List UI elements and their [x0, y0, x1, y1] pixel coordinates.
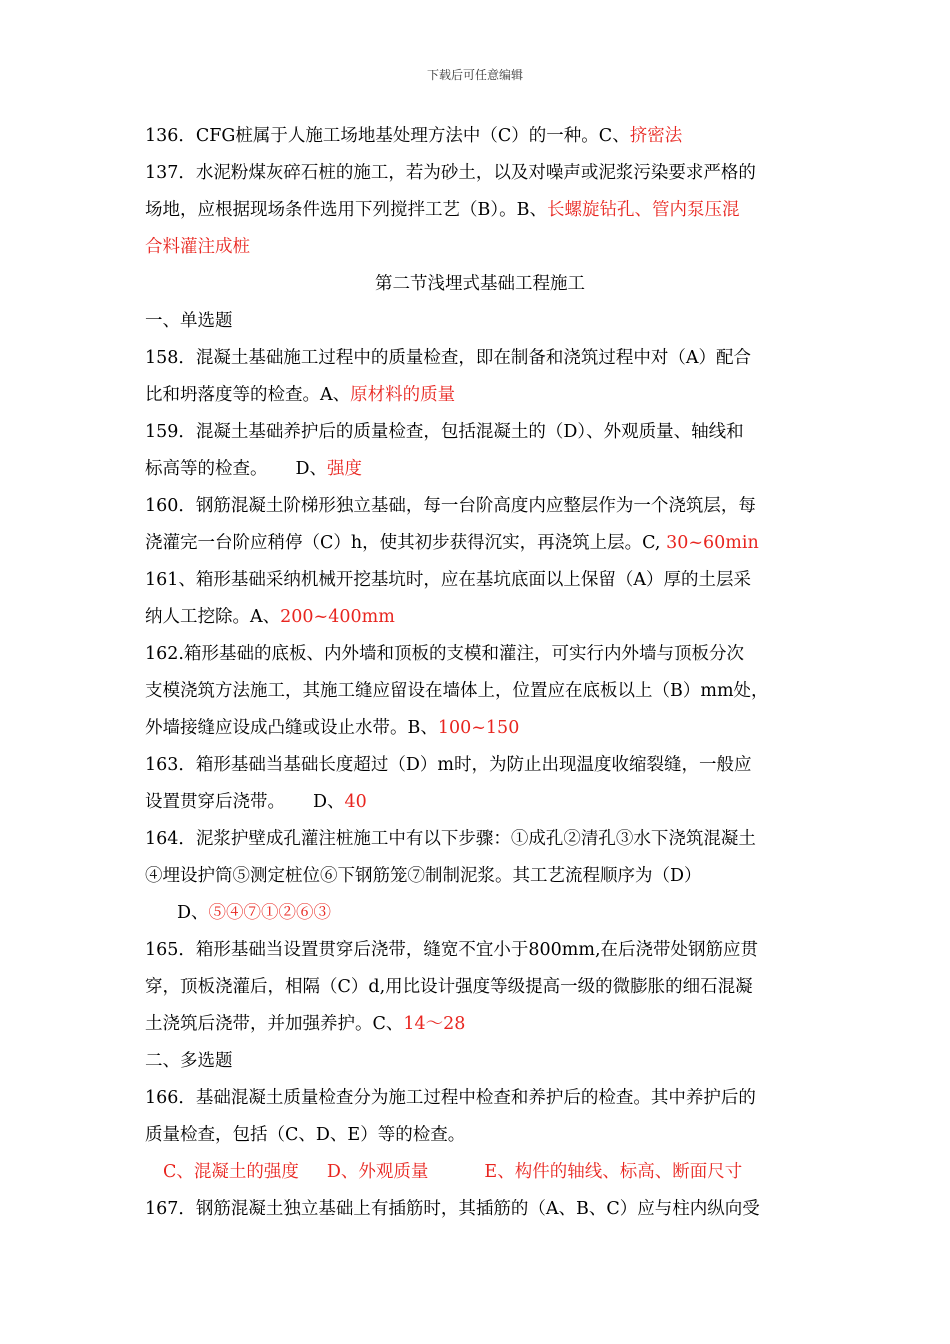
subsection-single-choice: 一、单选题	[145, 311, 233, 331]
answer-option-d: D、外观质量	[326, 1162, 429, 1182]
question-162-cont2	[145, 710, 815, 747]
question-158: 158．混凝土基础施工过程中的质量检查，即在制备和浇筑过程中对（A）配合	[145, 348, 752, 368]
question-137: 137．水泥粉煤灰碎石桩的施工，若为砂土，以及对噪声或泥浆污染要求严格的	[145, 163, 756, 183]
document-body	[145, 118, 815, 1228]
question-136	[145, 118, 815, 155]
question-text: 土浇筑后浇带，并加强养护。C、	[145, 1014, 404, 1034]
question-text: 外墙接缝应设成凸缝或设止水带。B、	[145, 718, 438, 738]
answer-text: 挤密法	[629, 126, 683, 146]
answer-text: 30~60min	[666, 533, 759, 553]
answer-letter: D、	[177, 903, 209, 923]
answer-text: ⑤④⑦①②⑥③	[208, 903, 332, 923]
question-163-cont	[145, 784, 815, 821]
answer-text: 40	[344, 792, 367, 812]
answer-text: 强度	[327, 459, 363, 479]
answer-164	[145, 895, 815, 932]
question-160: 160．钢筋混凝土阶梯形独立基础，每一台阶高度内应整层作为一个浇筑层，每	[145, 496, 756, 516]
answer-option-e: E、构件的轴线、标高、断面尺寸	[484, 1162, 743, 1182]
question-161: 161、箱形基础采纳机械开挖基坑时，应在基坑底面以上保留（A）厚的土层采	[145, 570, 752, 590]
question-text: 纳人工挖除。A、	[145, 607, 281, 627]
page-header: 下载后可任意编辑	[426, 68, 523, 82]
section-title: 第二节浅埋式基础工程施工	[375, 274, 585, 294]
question-162-cont: 支模浇筑方法施工，其施工缝应留设在墙体上，位置应在底板以上（B）mm处，	[145, 681, 769, 701]
question-164-cont: ④埋设护筒⑤测定桩位⑥下钢筋笼⑦制制泥浆。其工艺流程顺序为（D）	[145, 866, 702, 886]
answer-137-cont: 合料灌注成桩	[145, 237, 250, 257]
question-165-cont2	[145, 1006, 815, 1043]
question-159: 159．混凝土基础养护后的质量检查，包括混凝土的（D）、外观质量、轴线和	[145, 422, 744, 442]
question-text: 比和坍落度等的检查。A、	[145, 385, 351, 405]
answer-text: 原材料的质量	[350, 385, 456, 405]
question-text: 136．CFG桩属于人施工场地基处理方法中（C）的一种。C、	[145, 126, 630, 146]
question-161-cont	[145, 599, 815, 636]
question-165: 165．箱形基础当设置贯穿后浇带，缝宽不宜小于800mm,在后浇带处钢筋应贯	[145, 940, 759, 960]
question-137-cont	[145, 192, 815, 229]
answer-text: 长螺旋钻孔、管内泵压混	[546, 200, 740, 220]
question-164: 164．泥浆护壁成孔灌注桩施工中有以下步骤：①成孔②清孔③水下浇筑混凝土	[145, 829, 756, 849]
subsection-multi-choice: 二、多选题	[145, 1051, 233, 1071]
question-158-cont	[145, 377, 815, 414]
answer-text: 14～28	[403, 1014, 466, 1034]
question-167: 167．钢筋混凝土独立基础上有插筋时，其插筋的（A、B、C）应与柱内纵向受	[145, 1199, 760, 1219]
answer-letter: D、	[295, 459, 328, 479]
answer-option-c: C、混凝土的强度	[163, 1162, 299, 1182]
question-165-cont: 穿，顶板浇灌后，相隔（C）d,用比设计强度等级提高一级的微膨胀的细石混凝	[145, 977, 753, 997]
answer-text: 100~150	[437, 718, 520, 738]
answer-letter: D、	[313, 792, 345, 812]
question-163: 163．箱形基础当基础长度超过（D）m时，为防止出现温度收缩裂缝，一般应	[145, 755, 752, 775]
question-text: 浇灌完一台阶应稍停（C）h，使其初步获得沉实，再浇筑上层。C,	[145, 533, 667, 553]
answer-text: 200~400mm	[280, 607, 395, 627]
question-text: 场地，应根据现场条件选用下列搅拌工艺（B）。B、	[145, 200, 547, 220]
question-162: 162.箱形基础的底板、内外墙和顶板的支模和灌注，可实行内外墙与顶板分次	[145, 644, 744, 664]
question-160-cont	[145, 525, 815, 562]
question-text: 标高等的检查。	[145, 459, 268, 479]
question-166-cont: 质量检查，包括（C、D、E）等的检查。	[145, 1125, 466, 1145]
question-text: 设置贯穿后浇带。	[145, 792, 285, 812]
answer-166	[145, 1154, 815, 1191]
question-166: 166．基础混凝土质量检查分为施工过程中检查和养护后的检查。其中养护后的	[145, 1088, 756, 1108]
question-159-cont	[145, 451, 815, 488]
